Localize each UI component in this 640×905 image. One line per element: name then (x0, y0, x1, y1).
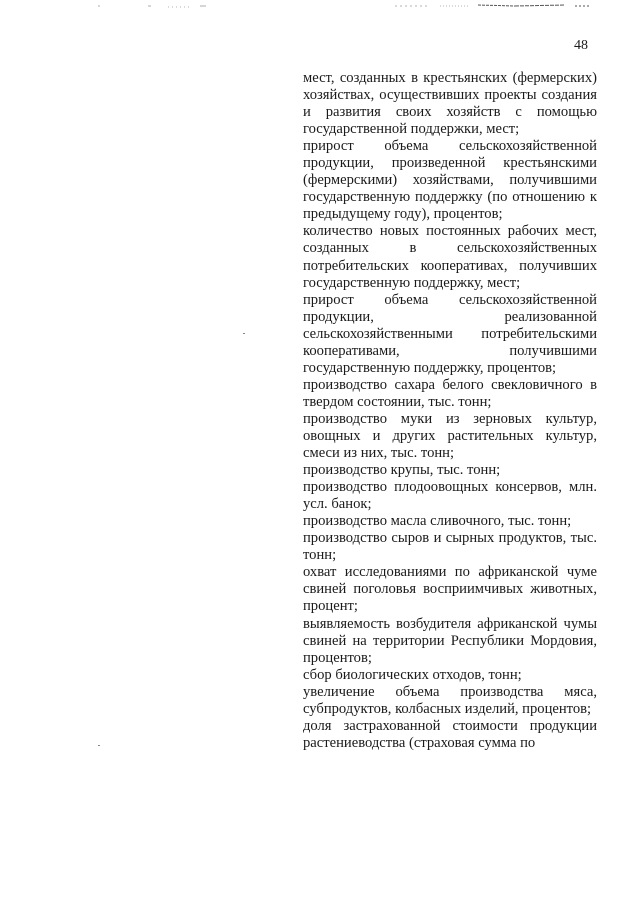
page-number: 48 (574, 38, 588, 53)
margin-speck (98, 745, 100, 746)
paragraph: доля застрахованной стоимости продукции растениеводства (страховая сумма по (303, 717, 597, 751)
document-body (303, 70, 597, 752)
margin-speck (243, 333, 245, 334)
scan-noise-top (0, 2, 640, 10)
paragraph: количество новых постоянных рабочих мест, созданных в сельскохозяйственных потребительских кооперативах, получивших государственную поддержку, мест; (303, 223, 597, 291)
paragraph: производство муки из зерновых культур, овощных и других растительных культур, смеси из них, тыс. тонн; (303, 410, 597, 462)
paragraph: охват исследованиями по африканской чуме свиней поголовья восприимчивых животных, процент; (303, 564, 597, 615)
paragraph: производство масла сливочного, тыс. тонн; (303, 513, 572, 530)
paragraph: увеличение объема производства мяса, субпродуктов, колбасных изделий, процентов; (303, 683, 597, 717)
paragraph: мест, созданных в крестьянских (фермерских) хозяйствах, осуществивших проекты создания и развития своих хозяйств с помощью государственной поддержки, мест; (303, 70, 597, 138)
paragraph: производство крупы, тыс. тонн; (303, 462, 501, 479)
paragraph: производство сахара белого свекловичного в твердом состоянии, тыс. тонн; (303, 376, 597, 410)
paragraph: выявляемость возбудителя африканской чумы свиней на территории Республики Мордовия, процентов; (303, 615, 597, 666)
paragraph: производство плодоовощных консервов, млн. усл. банок; (303, 479, 597, 513)
paragraph: производство сыров и сырных продуктов, тыс. тонн; (303, 530, 597, 564)
paragraph: прирост объема сельскохозяйственной продукции, реализованной сельскохозяйственными потребительскими кооперативами, получившими государственную поддержку, процентов; (303, 291, 597, 376)
paragraph: сбор биологических отходов, тонн; (303, 666, 522, 683)
paragraph: прирост объема сельскохозяйственной продукции, произведенной крестьянскими (фермерскими) хозяйствами, получившими государственную поддержку (по отношению к предыдущему году), процентов; (303, 138, 597, 223)
